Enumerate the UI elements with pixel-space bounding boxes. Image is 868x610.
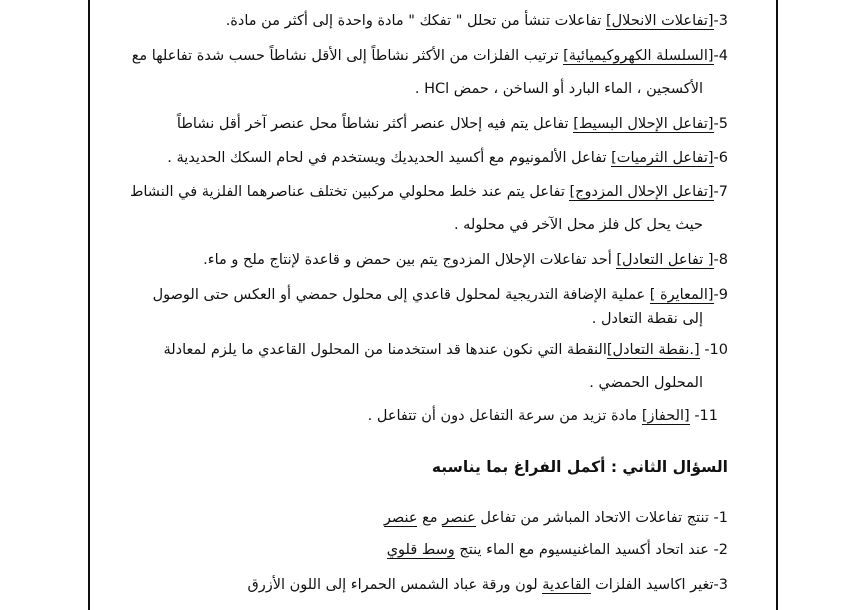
item-text: الأكسجين ، الماء البارد أو الساخن ، حمض HCl . xyxy=(414,81,703,97)
definition-item xyxy=(128,147,728,169)
item-term: [المعايرة ] xyxy=(649,287,714,303)
definition-item-continuation xyxy=(103,308,703,330)
item-term: [تفاعلات الانحلال] xyxy=(605,13,714,29)
definition-item xyxy=(128,181,728,203)
item-number: 10- xyxy=(704,342,728,358)
fill-item xyxy=(128,507,728,529)
answer: عنصر xyxy=(383,510,418,526)
item-term: [الحفاز] xyxy=(641,408,690,424)
item-number: 7- xyxy=(713,184,728,200)
item-number: 1- xyxy=(713,510,728,526)
item-number: 3- xyxy=(713,577,728,593)
item-term: [السلسلة الكهروكيميائية] xyxy=(563,48,714,64)
item-term: [.نقطة التعادل] xyxy=(606,342,700,358)
item-text: النقطة التي نكون عندها قد استخدمنا من المحلول القاعدي ما يلزم لمعادلة xyxy=(163,342,607,358)
item-text: إلى نقطة التعادل . xyxy=(591,311,703,327)
item-term: [تفاعل الإحلال المزدوج] xyxy=(569,184,714,200)
page-border-right xyxy=(776,0,778,610)
item-term: [ تفاعل التعادل] xyxy=(616,252,714,268)
item-number: 3- xyxy=(713,13,728,29)
item-text: تفاعل يتم عند خلط محلولي مركبين تختلف عناصرهما الفلزية في النشاط xyxy=(129,184,570,200)
definition-item xyxy=(128,249,728,271)
item-text: تفاعل يتم فيه إحلال عنصر أكثر نشاطاً محل عنصر آخر أقل نشاطاً xyxy=(176,116,574,132)
answer: القاعدية xyxy=(542,577,591,593)
definition-item xyxy=(128,45,728,67)
definition-item-continuation xyxy=(103,214,703,236)
definition-item xyxy=(128,339,728,361)
item-text: لون ورقة عباد الشمس الحمراء إلى اللون الأزرق xyxy=(247,577,543,593)
definition-item xyxy=(128,10,728,32)
definition-item xyxy=(128,284,728,306)
item-number: 4- xyxy=(713,48,728,64)
item-text: المحلول الحمضي . xyxy=(589,375,703,391)
answer: عنصر xyxy=(442,510,476,526)
fill-item xyxy=(128,574,728,596)
item-text: حيث يحل كل فلز محل الآخر في محلوله . xyxy=(453,217,703,233)
item-number: 11- xyxy=(694,408,718,424)
item-text: تغير اكاسيد الفلزات xyxy=(590,577,714,593)
definition-item xyxy=(128,113,728,135)
item-text: عملية الإضافة التدريجية لمحلول قاعدي إلى محلول حمضي أو العكس حتى الوصول xyxy=(152,287,650,303)
answer: وسط قلوي xyxy=(386,542,455,558)
item-number: 8- xyxy=(713,252,728,268)
item-number: 2- xyxy=(713,542,728,558)
item-text: تفاعلات تنشأ من تحلل " تفكك " مادة واحدة إلى أكثر من مادة. xyxy=(225,13,606,29)
item-term: [تفاعل الثرميات] xyxy=(611,150,714,166)
definition-item-continuation xyxy=(103,78,703,100)
page-border-left xyxy=(88,0,90,610)
item-text: أحد تفاعلات الإحلال المزدوج يتم بين حمض و قاعدة لإنتاج ملح و ماء. xyxy=(203,252,617,268)
fill-item xyxy=(128,539,728,561)
item-number: 9- xyxy=(713,287,728,303)
item-text: تفاعل الألمونيوم مع أكسيد الحديديك ويستخدم في لحام السكك الحديدية . xyxy=(167,150,612,166)
item-term: [تفاعل الإحلال البسيط] xyxy=(573,116,714,132)
item-text: مادة تزيد من سرعة التفاعل دون أن تتفاعل . xyxy=(367,408,642,424)
definition-item xyxy=(118,405,718,427)
item-number: 6- xyxy=(713,150,728,166)
item-number: 5- xyxy=(713,116,728,132)
item-text: ترتيب الفلزات من الأكثر نشاطاً إلى الأقل نشاطاً حسب شدة تفاعلها مع xyxy=(131,48,564,64)
item-text: تنتج تفاعلات الاتحاد المباشر من تفاعل xyxy=(475,510,714,526)
question-title: السؤال الثاني : أكمل الفراغ بما يناسبه xyxy=(431,458,728,476)
item-text: مع xyxy=(417,510,443,526)
item-text: عند اتحاد أكسيد الماغنيسيوم مع الماء ينتج xyxy=(454,542,714,558)
definition-item-continuation xyxy=(103,372,703,394)
